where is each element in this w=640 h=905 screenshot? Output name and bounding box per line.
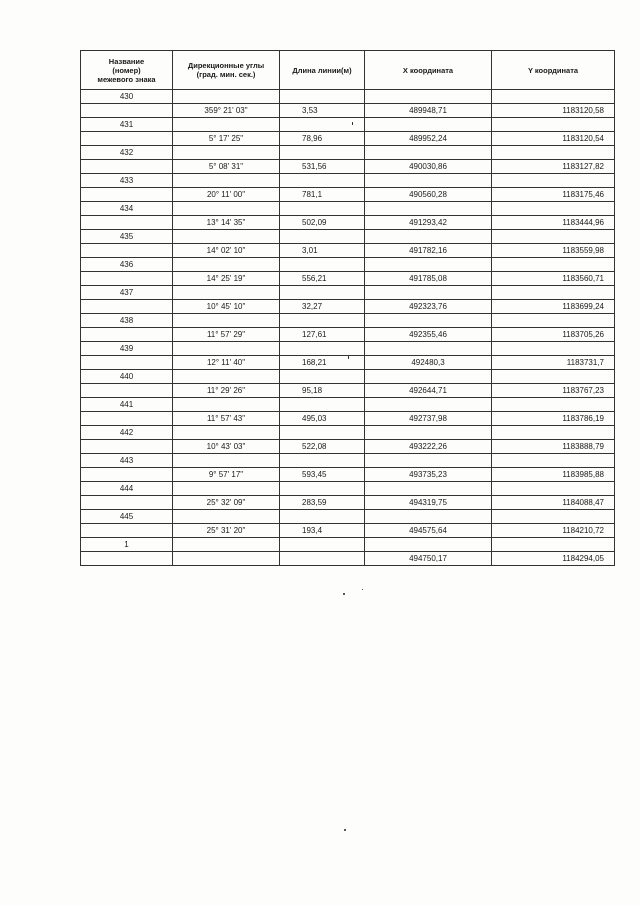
line-length-cell: 531,56 — [280, 160, 365, 174]
table-row-values — [81, 188, 615, 202]
empty-cell — [492, 258, 615, 272]
header-name — [81, 51, 173, 90]
empty-cell — [365, 510, 492, 524]
empty-cell — [173, 314, 280, 328]
table-row-point — [81, 118, 615, 132]
empty-cell — [492, 202, 615, 216]
empty-cell — [365, 118, 492, 132]
empty-cell — [280, 342, 365, 356]
empty-cell — [173, 90, 280, 104]
empty-cell — [81, 524, 173, 538]
point-name-cell: 431 — [81, 118, 173, 132]
y-coordinate-cell: 1183786,19 — [492, 412, 615, 426]
direction-angle-cell: 5° 17' 25" — [173, 132, 280, 146]
line-length-cell: 556,21 — [280, 272, 365, 286]
table-row-point — [81, 174, 615, 188]
empty-cell — [280, 398, 365, 412]
empty-cell — [173, 230, 280, 244]
empty-cell — [365, 90, 492, 104]
direction-angle-cell: 11° 57' 43" — [173, 412, 280, 426]
y-coordinate-cell: 1183560,71 — [492, 272, 615, 286]
empty-cell — [280, 314, 365, 328]
y-coordinate-cell: 1183985,88 — [492, 468, 615, 482]
direction-angle-cell: 11° 29' 26" — [173, 384, 280, 398]
empty-cell — [492, 286, 615, 300]
direction-angle-cell: 11° 57' 29" — [173, 328, 280, 342]
empty-cell — [365, 230, 492, 244]
y-coordinate-cell: 1184210,72 — [492, 524, 615, 538]
table-row-values — [81, 104, 615, 118]
direction-angle-cell: 14° 02' 10" — [173, 244, 280, 258]
empty-cell — [81, 468, 173, 482]
empty-cell — [280, 510, 365, 524]
table-row-values — [81, 216, 615, 230]
empty-cell — [365, 174, 492, 188]
coordinates-table — [80, 50, 615, 566]
empty-cell — [492, 398, 615, 412]
x-coordinate-cell: 492644,71 — [365, 384, 492, 398]
table-row-values — [81, 468, 615, 482]
table-row-values — [81, 244, 615, 258]
line-length-cell: 168,21 — [280, 356, 365, 370]
empty-cell — [365, 482, 492, 496]
empty-cell — [365, 286, 492, 300]
header-name-line2: (номер) — [112, 65, 141, 75]
empty-cell — [365, 454, 492, 468]
empty-cell — [81, 132, 173, 146]
empty-cell — [280, 90, 365, 104]
empty-cell — [492, 426, 615, 440]
empty-cell — [173, 286, 280, 300]
empty-cell — [492, 482, 615, 496]
empty-cell — [81, 496, 173, 510]
point-name-cell: 445 — [81, 510, 173, 524]
empty-cell — [280, 202, 365, 216]
x-coordinate-cell: 491293,42 — [365, 216, 492, 230]
empty-cell — [365, 426, 492, 440]
direction-angle-cell: 5° 08' 31" — [173, 160, 280, 174]
point-name-cell: 434 — [81, 202, 173, 216]
line-length-cell: 78,96 — [280, 132, 365, 146]
empty-cell — [280, 286, 365, 300]
table-row-values — [81, 412, 615, 426]
table-row-point — [81, 202, 615, 216]
y-coordinate-cell: 1184294,05 — [492, 552, 615, 566]
line-length-cell: 502,09 — [280, 216, 365, 230]
table-row-values — [81, 160, 615, 174]
line-length-cell: 283,59 — [280, 496, 365, 510]
y-coordinate-cell: 1183444,96 — [492, 216, 615, 230]
y-coordinate-cell: 1183888,79 — [492, 440, 615, 454]
y-coordinate-cell: 1183127,82 — [492, 160, 615, 174]
empty-cell — [492, 314, 615, 328]
empty-cell — [365, 398, 492, 412]
line-length-cell: 32,27 — [280, 300, 365, 314]
scan-speck — [352, 122, 353, 125]
table-row-values — [81, 552, 615, 566]
empty-cell — [173, 118, 280, 132]
empty-cell — [365, 314, 492, 328]
table-row-point — [81, 230, 615, 244]
header-name-line1: Название — [108, 56, 145, 66]
table-row-point — [81, 398, 615, 412]
table-row-point — [81, 454, 615, 468]
table-row-point — [81, 342, 615, 356]
y-coordinate-cell: 1183120,58 — [492, 104, 615, 118]
empty-cell — [492, 342, 615, 356]
table-row-values — [81, 496, 615, 510]
table-row-point — [81, 90, 615, 104]
y-coordinate-cell: 1184088,47 — [492, 496, 615, 510]
x-coordinate-cell: 489952,24 — [365, 132, 492, 146]
empty-cell — [365, 370, 492, 384]
point-name-cell: 443 — [81, 454, 173, 468]
empty-cell — [81, 160, 173, 174]
x-coordinate-cell: 492355,46 — [365, 328, 492, 342]
empty-cell — [365, 538, 492, 552]
empty-cell — [365, 342, 492, 356]
scan-speck — [348, 356, 349, 359]
empty-cell — [173, 552, 280, 566]
x-coordinate-cell: 494319,75 — [365, 496, 492, 510]
point-name-cell: 442 — [81, 426, 173, 440]
line-length-cell: 193,4 — [280, 524, 365, 538]
table-body — [81, 90, 615, 566]
point-name-cell: 432 — [81, 146, 173, 160]
x-coordinate-cell: 491785,08 — [365, 272, 492, 286]
header-x: X координата — [365, 51, 492, 90]
header-angle-line1: Дирекционные углы — [187, 61, 265, 70]
empty-cell — [81, 440, 173, 454]
point-name-cell: 1 — [81, 538, 173, 552]
empty-cell — [81, 328, 173, 342]
empty-cell — [81, 272, 173, 286]
x-coordinate-cell: 490030,86 — [365, 160, 492, 174]
empty-cell — [280, 146, 365, 160]
table-row-values — [81, 440, 615, 454]
scan-speck — [344, 829, 346, 831]
table-row-point — [81, 426, 615, 440]
empty-cell — [280, 258, 365, 272]
y-coordinate-cell: 1183767,23 — [492, 384, 615, 398]
header-length: Длина линии(м) — [280, 51, 365, 90]
point-name-cell: 440 — [81, 370, 173, 384]
direction-angle-cell: 20° 11' 00" — [173, 188, 280, 202]
empty-cell — [173, 426, 280, 440]
empty-cell — [280, 370, 365, 384]
table-row-point — [81, 286, 615, 300]
line-length-cell: 95,18 — [280, 384, 365, 398]
table-row-point — [81, 146, 615, 160]
empty-cell — [81, 300, 173, 314]
x-coordinate-cell: 493735,23 — [365, 468, 492, 482]
empty-cell — [492, 146, 615, 160]
header-angle-line2: (град. мин. сек.) — [196, 70, 256, 79]
empty-cell — [365, 146, 492, 160]
x-coordinate-cell: 492323,76 — [365, 300, 492, 314]
y-coordinate-cell: 1183705,26 — [492, 328, 615, 342]
empty-cell — [173, 174, 280, 188]
direction-angle-cell: 359° 21' 03" — [173, 104, 280, 118]
table-row-values — [81, 132, 615, 146]
x-coordinate-cell: 490560,28 — [365, 188, 492, 202]
table-row-values — [81, 524, 615, 538]
table-row-values — [81, 300, 615, 314]
header-name-line3: межевого знака — [97, 74, 156, 84]
table-row-point — [81, 370, 615, 384]
direction-angle-cell: 25° 31' 20" — [173, 524, 280, 538]
y-coordinate-cell: 1183699,24 — [492, 300, 615, 314]
line-length-cell: 3,01 — [280, 244, 365, 258]
point-name-cell: 441 — [81, 398, 173, 412]
point-name-cell: 438 — [81, 314, 173, 328]
empty-cell — [492, 90, 615, 104]
x-coordinate-cell: 492737,98 — [365, 412, 492, 426]
x-coordinate-cell: 492480,3 — [365, 356, 492, 370]
point-name-cell: 437 — [81, 286, 173, 300]
empty-cell — [81, 412, 173, 426]
empty-cell — [173, 454, 280, 468]
y-coordinate-cell: 1183559,98 — [492, 244, 615, 258]
header-y: Y координата — [492, 51, 615, 90]
direction-angle-cell: 9° 57' 17" — [173, 468, 280, 482]
table-row-point — [81, 510, 615, 524]
y-coordinate-cell: 1183731,7 — [492, 356, 615, 370]
empty-cell — [365, 202, 492, 216]
direction-angle-cell: 12° 11' 40" — [173, 356, 280, 370]
y-coordinate-cell: 1183175,46 — [492, 188, 615, 202]
line-length-cell: 495,03 — [280, 412, 365, 426]
x-coordinate-cell: 494575,64 — [365, 524, 492, 538]
empty-cell — [492, 454, 615, 468]
point-name-cell: 436 — [81, 258, 173, 272]
table-header-row — [81, 51, 615, 90]
table-row-point — [81, 482, 615, 496]
table-row-values — [81, 272, 615, 286]
empty-cell — [81, 188, 173, 202]
point-name-cell: 435 — [81, 230, 173, 244]
line-length-cell: 3,53 — [280, 104, 365, 118]
line-length-cell: 522,08 — [280, 440, 365, 454]
empty-cell — [173, 510, 280, 524]
empty-cell — [81, 552, 173, 566]
empty-cell — [173, 342, 280, 356]
empty-cell — [173, 398, 280, 412]
empty-cell — [492, 230, 615, 244]
empty-cell — [173, 202, 280, 216]
point-name-cell: 439 — [81, 342, 173, 356]
empty-cell — [492, 370, 615, 384]
table-row-point — [81, 538, 615, 552]
direction-angle-cell: 10° 43' 03" — [173, 440, 280, 454]
empty-cell — [81, 104, 173, 118]
point-name-cell: 444 — [81, 482, 173, 496]
point-name-cell: 430 — [81, 90, 173, 104]
scan-speck — [343, 593, 345, 595]
empty-cell — [280, 454, 365, 468]
line-length-cell: 127,61 — [280, 328, 365, 342]
line-length-cell: 781,1 — [280, 188, 365, 202]
empty-cell — [492, 174, 615, 188]
empty-cell — [280, 230, 365, 244]
empty-cell — [81, 384, 173, 398]
empty-cell — [492, 510, 615, 524]
empty-cell — [280, 552, 365, 566]
empty-cell — [280, 482, 365, 496]
empty-cell — [173, 538, 280, 552]
empty-cell — [365, 258, 492, 272]
x-coordinate-cell: 489948,71 — [365, 104, 492, 118]
empty-cell — [81, 216, 173, 230]
x-coordinate-cell: 494750,17 — [365, 552, 492, 566]
empty-cell — [173, 258, 280, 272]
direction-angle-cell: 13° 14' 35" — [173, 216, 280, 230]
empty-cell — [173, 482, 280, 496]
scan-speck — [362, 589, 363, 590]
table-row-values — [81, 384, 615, 398]
empty-cell — [492, 118, 615, 132]
empty-cell — [492, 538, 615, 552]
empty-cell — [280, 174, 365, 188]
empty-cell — [81, 244, 173, 258]
point-name-cell: 433 — [81, 174, 173, 188]
empty-cell — [280, 426, 365, 440]
table-row-point — [81, 314, 615, 328]
empty-cell — [81, 356, 173, 370]
direction-angle-cell: 14° 25' 19" — [173, 272, 280, 286]
x-coordinate-cell: 491782,16 — [365, 244, 492, 258]
header-angle — [173, 51, 280, 90]
direction-angle-cell: 25° 32' 09" — [173, 496, 280, 510]
empty-cell — [173, 370, 280, 384]
empty-cell — [173, 146, 280, 160]
empty-cell — [280, 538, 365, 552]
line-length-cell: 593,45 — [280, 468, 365, 482]
x-coordinate-cell: 493222,26 — [365, 440, 492, 454]
table-row-point — [81, 258, 615, 272]
direction-angle-cell: 10° 45' 10" — [173, 300, 280, 314]
table-row-values — [81, 328, 615, 342]
y-coordinate-cell: 1183120,54 — [492, 132, 615, 146]
